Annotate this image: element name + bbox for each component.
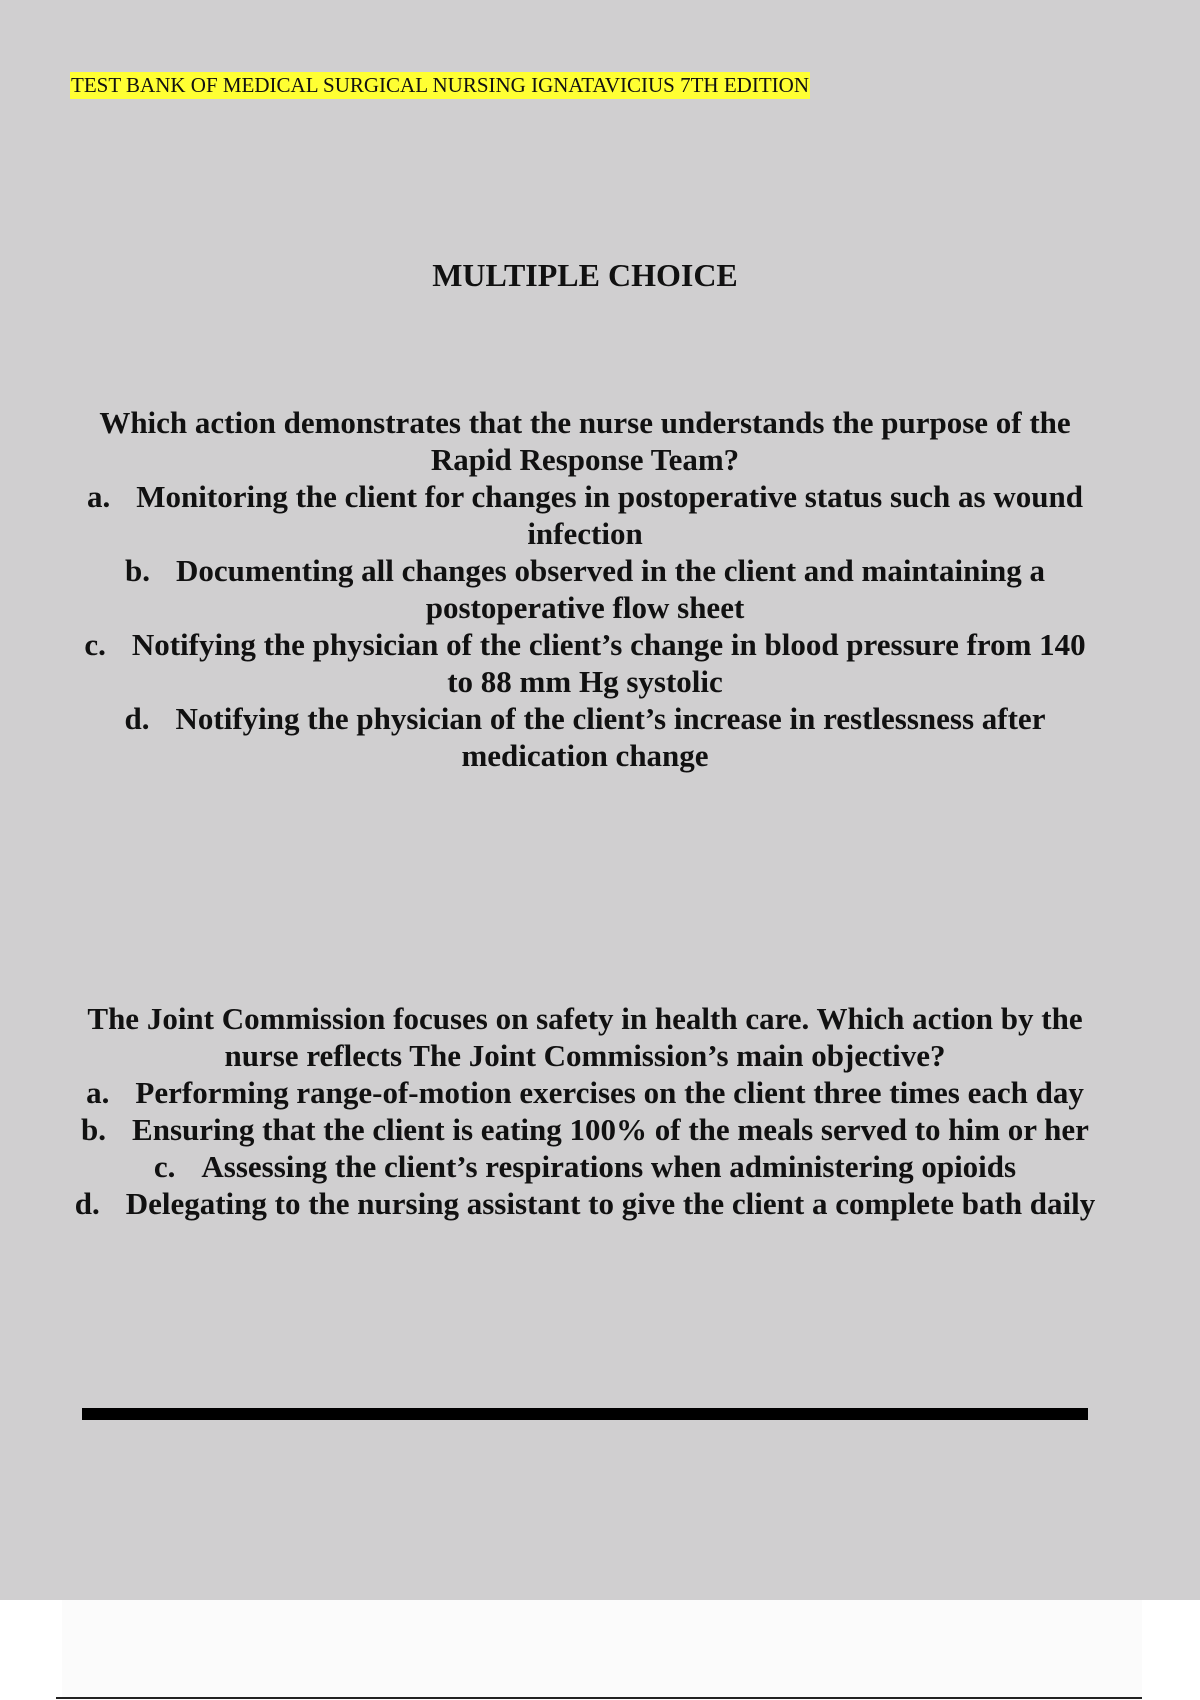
option-a <box>70 478 1100 552</box>
next-page-panel <box>62 1600 1142 1698</box>
question-stem: Which action demonstrates that the nurse understands the purpose of the Rapid Response Team? <box>99 405 1071 477</box>
option-letter: a. <box>87 479 111 514</box>
option-letter: d. <box>74 1186 100 1221</box>
option-letter: b. <box>125 553 151 588</box>
highlighted-header: TEST BANK OF MEDICAL SURGICAL NURSING IGNATAVICIUS 7TH EDITION <box>71 73 809 97</box>
question-1 <box>70 404 1100 774</box>
option-text: Ensuring that the client is eating 100% of the meals served to him or her <box>132 1112 1089 1147</box>
option-letter: c. <box>84 627 106 662</box>
option-text: Assessing the client’s respirations when administering opioids <box>201 1149 1017 1184</box>
option-text: Notifying the physician of the client’s increase in restlessness after medication change <box>175 701 1046 773</box>
section-title: MULTIPLE CHOICE <box>432 257 738 293</box>
option-d <box>70 700 1100 774</box>
option-d <box>70 1185 1100 1222</box>
option-letter: b. <box>81 1112 107 1147</box>
option-letter: c. <box>153 1149 176 1184</box>
option-a <box>70 1074 1100 1111</box>
option-text: Notifying the physician of the client’s change in blood pressure from 140 to 88 mm Hg systolic <box>131 627 1086 699</box>
option-b <box>70 552 1100 626</box>
horizontal-rule <box>82 1408 1088 1420</box>
option-c <box>70 626 1100 700</box>
question-2 <box>70 1000 1100 1222</box>
question-stem: The Joint Commission focuses on safety in health care. Which action by the nurse reflects The Joint Commission’s main objective? <box>87 1001 1083 1073</box>
option-text: Documenting all changes observed in the client and maintaining a postoperative flow sheet <box>176 553 1045 625</box>
option-c <box>70 1148 1100 1185</box>
option-letter: a. <box>86 1075 110 1110</box>
option-text: Performing range-of-motion exercises on the client three times each day <box>135 1075 1084 1110</box>
option-letter: d. <box>124 701 150 736</box>
option-text: Monitoring the client for changes in postoperative status such as wound infection <box>136 479 1083 551</box>
option-text: Delegating to the nursing assistant to give the client a complete bath daily <box>125 1186 1096 1221</box>
page-bottom-line <box>56 1697 1142 1699</box>
option-b <box>70 1111 1100 1148</box>
